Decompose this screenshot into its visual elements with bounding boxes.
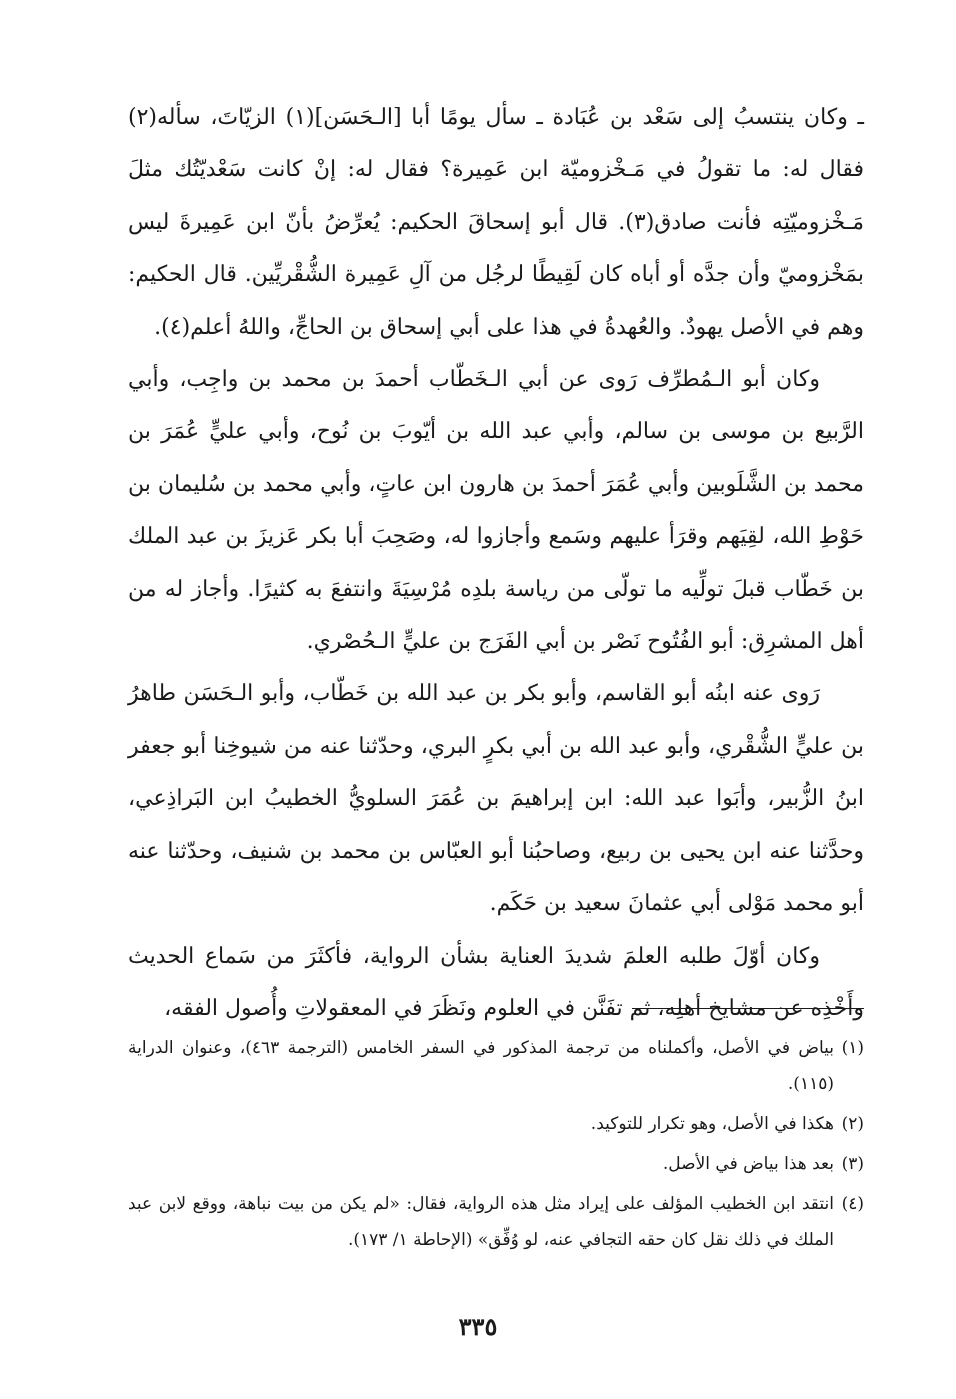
paragraph-4: وكان أوّلَ طلبه العلمَ شديدَ العناية بشأن الرواية، فأكثَرَ من سَماع الحديث وأَخْذِه عن مشايخ أهلِه، ثم تفَنَّن في العلوم ونَظَرَ في المعقولاتِ وأُصول الفقه، [128,943,864,1021]
footnote-number: (٤) [841,1194,864,1214]
main-text [128,92,864,1035]
footnote-number: (٢) [841,1114,864,1134]
footnote-4 [128,1186,864,1258]
footnote-text: هكذا في الأصل، وهو تكرار للتوكيد. [590,1114,834,1134]
paragraph-3: رَوى عنه ابنُه أبو القاسم، وأبو بكر بن عبد الله بن خَطّاب، وأبو الـحَسَن طاهرُ بن عليٍّ الشُّقْري، وأبو عبد الله بن أبي بكرٍ البري، وحدّثنا عنه من شيوخِنا أبو جعفر ابنُ الزُّبير، وأبَوا عبد الله: ابن إبراهيمَ بن عُمَرَ السلويُّ الخطيبُ ابن البَراذِعي، وحدَّثنا عنه ابن يحيى بن ربيع، وصاحبُنا أبو العبّاس بن محمد بن شنيف، وحدّثنا عنه أبو محمد مَوْلى أبي عثمانَ سعيد بن حَكَم. [128,681,864,917]
footnote-divider [632,1008,864,1009]
footnote-text: بياض في الأصل، وأكملناه من ترجمة المذكور في السفر الخامس (الترجمة ٤٦٣)، وعنوان الدراية (١١٥). [128,1038,834,1094]
footnotes [128,1030,864,1262]
paragraph-1: ـ وكان ينتسبُ إلى سَعْد بن عُبَادة ـ سأل يومًا أبا [الـحَسَن](١) الزيّاتَ، سأله(٢) فقال له: ما تقولُ في مَـخْزوميّة ابن عَمِيرة؟ فقال له: إنْ كانت سَعْديّتُك مثلَ مَـخْزوميّتِه فأنت صادق(٣). قال أبو إسحاقَ الحكيم: يُعرِّضُ بأنّ ابن عَمِيرةَ ليس بمَخْزوميّ وأن جدَّه أو أباه كان لَقِيطًا لرجُل من آلِ عَمِيرة الشُّقْريِّين. قال الحكيم: وهم في الأصل يهودٌ. والعُهدةُ في هذا على أبي إسحاق بن الحاجِّ، واللهُ أعلم(٤). [128,105,865,340]
footnote-text: انتقد ابن الخطيب المؤلف على إيراد مثل هذه الرواية، فقال: «لم يكن من بيت نباهة، ووقع لابن عبد الملك في ذلك نقل كان حقه التجافي عنه، لو وُفِّق» (الإحاطة ١/ ١٧٣). [128,1194,834,1250]
footnote-number: (٣) [841,1154,864,1174]
paragraph-2: وكان أبو الـمُطرِّف رَوى عن أبي الـخَطّاب أحمدَ بن محمد بن واجِب، وأبي الرَّبيع بن موسى بن سالم، وأبي عبد الله بن أيّوبَ بن نُوح، وأبي عليٍّ عُمَرَ بن محمد بن الشَّلَوبين وأبي عُمَرَ أحمدَ بن هارون ابن عاتٍ، وأبي محمد بن سُليمان بن حَوْطِ الله، لقِيَهم وقرَأ عليهم وسَمع وأجازوا له، وصَحِبَ أبا بكر عَزيزَ بن عبد الملك بن خَطّاب قبلَ تولِّيه ما تولّى من رياسة بلدِه مُرْسِيَةَ وانتفعَ به كثيرًا. وأجاز له من أهل المشرِق: أبو الفُتُوح نَصْر بن أبي الفَرَج بن عليٍّ الـحُصْري. [128,367,864,655]
page-number: ٣٣٥ [458,1312,498,1341]
footnote-text: بعد هذا بياض في الأصل. [662,1154,834,1174]
footnote-3 [128,1146,864,1182]
footnote-1 [128,1030,864,1102]
footnote-2 [128,1106,864,1142]
footnote-number: (١) [841,1038,864,1058]
